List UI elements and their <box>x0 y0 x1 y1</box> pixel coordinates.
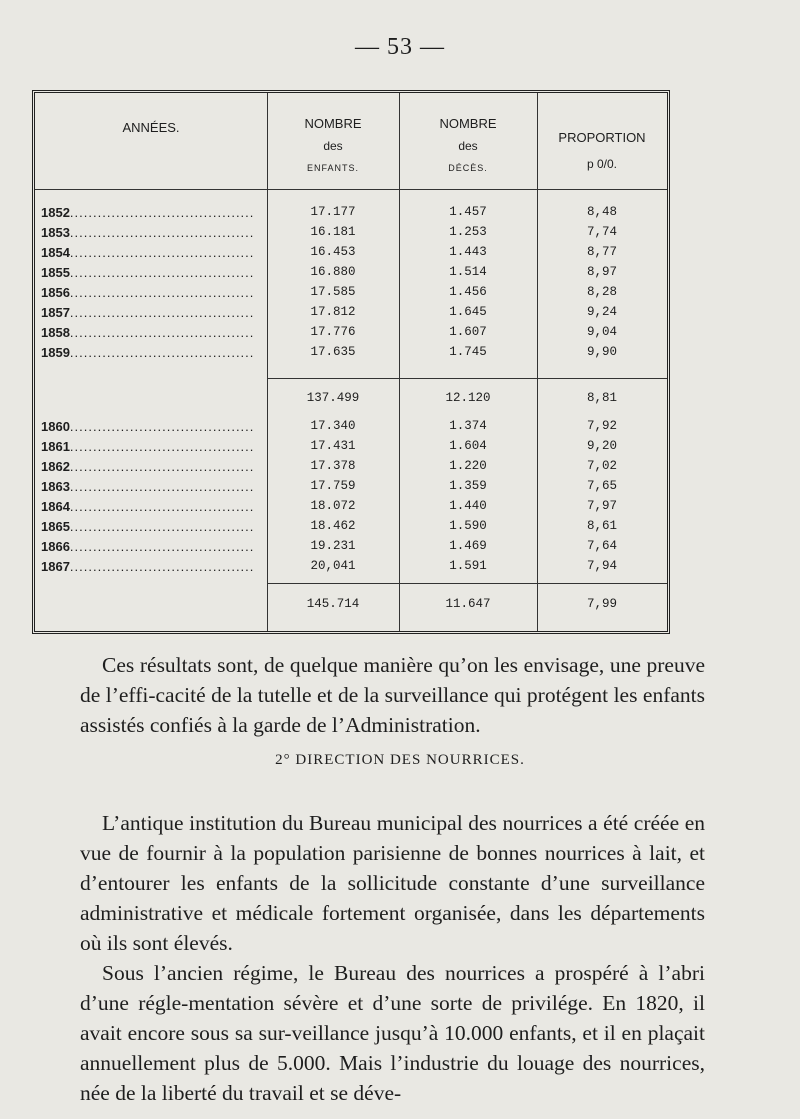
deaths-cell: 1.607 <box>449 325 487 339</box>
children-cell: 17.177 <box>310 205 356 219</box>
deaths-cell: 1.440 <box>449 499 487 513</box>
deaths-cell: 1.469 <box>449 539 487 553</box>
children-cell: 16.880 <box>310 265 356 279</box>
header-deaths-line1: NOMBRE <box>439 116 497 131</box>
paragraph-1: Ces résultats sont, de quelque manière qu’on les envisage, une preuve de l’effi-cacité de la tutelle et de la surveillance qui protégent les enfants assistés confiés à la garde de l’Administration. <box>80 653 705 737</box>
deaths-cell: 1.457 <box>449 205 487 219</box>
table-row: 1864........................................ 18.072 1.440 7,97 <box>35 499 667 519</box>
proportion-cell: 9,20 <box>586 439 617 453</box>
year-cell: 1867 <box>41 559 70 574</box>
deaths-cell: 1.604 <box>449 439 487 453</box>
total-row <box>35 391 667 411</box>
header-years-label: ANNÉES. <box>122 120 180 135</box>
children-cell: 17.585 <box>310 285 356 299</box>
proportion-cell: 7,74 <box>586 225 617 239</box>
paragraph-3: Sous l’ancien régime, le Bureau des nourrices a prospéré à l’abri d’une régle-mentation sévère et d’une sorte de privilége. En 1820, il avait encore sous sa sur-veillance jusqu’à 10.000 enfants, et il en plaçait annuellement plus de 5.000. Mais l’industrie du louage des nourrices, née de la liberté du travail et se déve- <box>80 961 705 1105</box>
proportion-cell: 8,77 <box>586 245 617 259</box>
total-deaths-cell: 12.120 <box>445 391 491 405</box>
children-cell: 17.776 <box>310 325 356 339</box>
proportion-cell: 7,64 <box>586 539 617 553</box>
deaths-cell: 1.359 <box>449 479 487 493</box>
deaths-cell: 1.374 <box>449 419 487 433</box>
table-row: 1857........................................ 17.812 1.645 9,24 <box>35 305 667 325</box>
year-cell: 1855 <box>41 265 70 280</box>
header-proportion-line2: p 0/0. <box>586 157 618 171</box>
paragraph-2: L’antique institution du Bureau municipal des nourrices a été créée en vue de fournir à la population parisienne de bonnes nourrices à lait, et d’entourer les enfants de la sollicitude constante d’une surveillance administrative et médicale fortement organisée, dans les départements où ils sont élevés. <box>80 811 705 955</box>
table-row: 1852........................................ 17.177 1.457 8,48 <box>35 205 667 225</box>
deaths-cell: 1.253 <box>449 225 487 239</box>
table-row: 1866........................................ 19.231 1.469 7,64 <box>35 539 667 559</box>
total-row <box>35 597 667 617</box>
header-children-line1: NOMBRE <box>304 116 362 131</box>
children-cell: 16.453 <box>310 245 356 259</box>
header-children-line2: des <box>323 139 343 153</box>
header-deaths-line3: DÉCÈS. <box>448 163 488 173</box>
table-row: 1860........................................ 17.340 1.374 7,92 <box>35 419 667 439</box>
year-cell: 1859 <box>41 345 70 360</box>
proportion-cell: 7,02 <box>586 459 617 473</box>
year-cell: 1861 <box>41 439 70 454</box>
total-deaths-cell: 11.647 <box>445 597 491 611</box>
deaths-cell: 1.591 <box>449 559 487 573</box>
year-cell: 1854 <box>41 245 70 260</box>
table-row: 1867........................................ 20,041 1.591 7,94 <box>35 559 667 579</box>
year-cell: 1863 <box>41 479 70 494</box>
proportion-cell: 8,97 <box>586 265 617 279</box>
proportion-cell: 9,90 <box>586 345 617 359</box>
year-cell: 1857 <box>41 305 70 320</box>
children-cell: 17.431 <box>310 439 356 453</box>
children-cell: 17.340 <box>310 419 356 433</box>
proportion-cell: 7,94 <box>586 559 617 573</box>
year-cell: 1852 <box>41 205 70 220</box>
proportion-cell: 8,48 <box>586 205 617 219</box>
year-cell: 1864 <box>41 499 70 514</box>
table-row: 1853........................................ 16.181 1.253 7,74 <box>35 225 667 245</box>
proportion-cell: 7,92 <box>586 419 617 433</box>
header-deaths <box>399 117 537 173</box>
children-cell: 17.759 <box>310 479 356 493</box>
children-cell: 17.812 <box>310 305 356 319</box>
header-rule <box>35 189 667 190</box>
children-cell: 18.462 <box>310 519 356 533</box>
deaths-cell: 1.745 <box>449 345 487 359</box>
year-cell: 1866 <box>41 539 70 554</box>
table-row: 1859........................................ 17.635 1.745 9,90 <box>35 345 667 365</box>
deaths-cell: 1.645 <box>449 305 487 319</box>
header-children <box>267 117 399 173</box>
paragraph-results <box>80 650 705 740</box>
total-children-cell: 145.714 <box>306 597 360 611</box>
total-proportion-cell: 7,99 <box>586 597 617 611</box>
page-number: — 53 — <box>355 34 445 60</box>
header-proportion <box>537 131 667 170</box>
year-cell: 1860 <box>41 419 70 434</box>
children-cell: 17.378 <box>310 459 356 473</box>
proportion-cell: 9,24 <box>586 305 617 319</box>
year-cell: 1853 <box>41 225 70 240</box>
year-cell: 1858 <box>41 325 70 340</box>
children-cell: 17.635 <box>310 345 356 359</box>
table-row: 1854........................................ 16.453 1.443 8,77 <box>35 245 667 265</box>
year-cell: 1856 <box>41 285 70 300</box>
children-cell: 19.231 <box>310 539 356 553</box>
proportion-cell: 7,65 <box>586 479 617 493</box>
deaths-cell: 1.456 <box>449 285 487 299</box>
table-row: 1862........................................ 17.378 1.220 7,02 <box>35 459 667 479</box>
total-rule <box>267 378 667 379</box>
proportion-cell: 8,61 <box>586 519 617 533</box>
section-title: 2° DIRECTION DES NOURRICES. <box>275 752 525 768</box>
table-row: 1861........................................ 17.431 1.604 9,20 <box>35 439 667 459</box>
header-children-line3: ENFANTS. <box>306 163 359 173</box>
children-cell: 18.072 <box>310 499 356 513</box>
total-children-cell: 137.499 <box>306 391 360 405</box>
deaths-cell: 1.443 <box>449 245 487 259</box>
proportion-cell: 9,04 <box>586 325 617 339</box>
year-cell: 1865 <box>41 519 70 534</box>
table-row: 1863........................................ 17.759 1.359 7,65 <box>35 479 667 499</box>
children-cell: 20,041 <box>310 559 356 573</box>
header-deaths-line2: des <box>458 139 478 153</box>
year-cell: 1862 <box>41 459 70 474</box>
header-proportion-line1: PROPORTION <box>558 130 646 145</box>
proportion-cell: 7,97 <box>586 499 617 513</box>
total-rule <box>267 583 667 584</box>
children-cell: 16.181 <box>310 225 356 239</box>
table-row: 1855........................................ 16.880 1.514 8,97 <box>35 265 667 285</box>
deaths-cell: 1.514 <box>449 265 487 279</box>
table-row: 1858........................................ 17.776 1.607 9,04 <box>35 325 667 345</box>
table-row: 1865........................................ 18.462 1.590 8,61 <box>35 519 667 539</box>
proportion-cell: 8,28 <box>586 285 617 299</box>
deaths-cell: 1.220 <box>449 459 487 473</box>
total-proportion-cell: 8,81 <box>586 391 617 405</box>
paragraph-nurses <box>80 808 705 1108</box>
table-row: 1856........................................ 17.585 1.456 8,28 <box>35 285 667 305</box>
deaths-cell: 1.590 <box>449 519 487 533</box>
header-years <box>35 121 267 134</box>
statistics-table <box>32 90 670 634</box>
